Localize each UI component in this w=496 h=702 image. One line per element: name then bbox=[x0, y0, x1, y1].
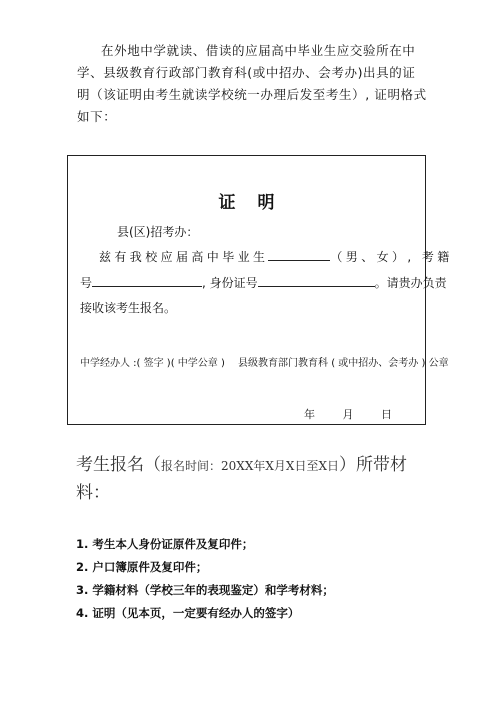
materials-item: 1. 考生本人身份证原件及复印件； bbox=[76, 537, 254, 551]
materials-heading-b: ）所带材料： bbox=[76, 455, 407, 503]
certificate-title: 证明 bbox=[218, 193, 297, 213]
line2-text-b: , 身份证号 bbox=[202, 276, 258, 290]
line2-text-c: 。请贵办负责 bbox=[374, 276, 447, 290]
materials-item: 4. 证明（见本页，一定要有经办人的签字） bbox=[76, 606, 300, 620]
certificate-line-1 bbox=[80, 248, 453, 265]
certificate-date: 年 月 日 bbox=[304, 408, 404, 421]
registration-time: 报名时间：20XX年X月X日至X日 bbox=[161, 459, 339, 473]
student-name-blank bbox=[268, 248, 330, 261]
materials-heading-a: 考生报名（ bbox=[76, 455, 161, 475]
exam-number-blank bbox=[92, 274, 202, 287]
certificate-line-3: 接收该考生报名。 bbox=[80, 301, 177, 315]
id-number-blank bbox=[258, 274, 375, 287]
certificate-template-box bbox=[67, 155, 453, 425]
intro-paragraph: 在外地中学就读、借读的应届高中毕业生应交验所在中学、县级教育行政部门教育科(或中招办、会考办)出具的证明（该证明由考生就读学校统一办理后发至考生）, 证明格式如下： bbox=[77, 43, 427, 124]
materials-item: 3. 学籍材料（学校三年的表现鉴定）和学考材料； bbox=[76, 583, 334, 597]
materials-item: 2. 户口簿原件及复印件； bbox=[76, 560, 208, 574]
materials-heading bbox=[76, 452, 428, 507]
certificate-line-2 bbox=[80, 274, 447, 291]
certificate-signature-line: 中学经办人 :( 签字 )( 中学公章 ) 县级教育部门教育科 ( 或中招办、会考办 ) 公章 bbox=[80, 358, 449, 369]
line2-text-a: 号 bbox=[80, 276, 93, 290]
line1-text-b: （男、女）, 考籍 bbox=[330, 250, 453, 264]
certificate-recipient: 县(区)招考办： bbox=[117, 225, 199, 239]
line1-text-a: 兹有我校应届高中毕业生 bbox=[99, 250, 269, 264]
materials-list bbox=[76, 533, 334, 625]
